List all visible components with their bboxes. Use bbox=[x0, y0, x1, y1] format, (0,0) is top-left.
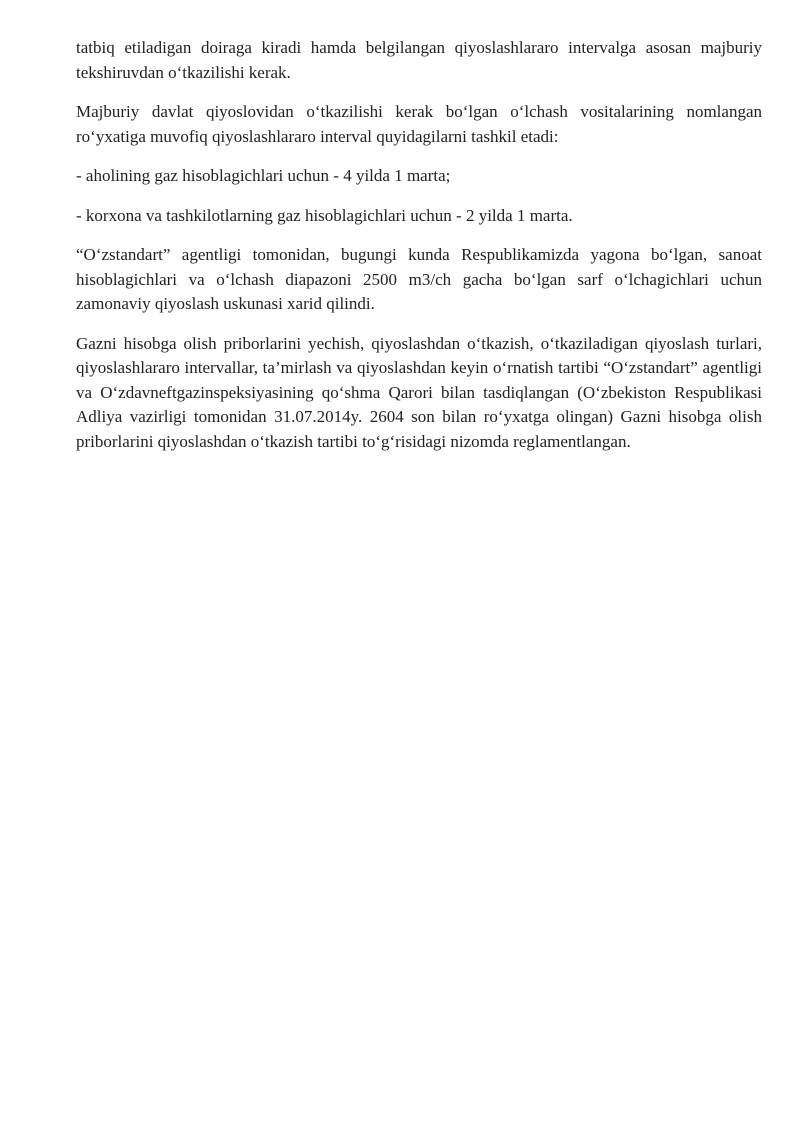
paragraph-regulation: Gazni hisobga olish priborlarini yechish, qiyoslashdan o‘tkazish, o‘tkaziladigan qiyoslash turlari, qiyoslashlararo intervallar, ta’mirlash va qiyoslashdan keyin o‘rnatish tartibi “O‘zstandart” agentligi va O‘zdavneftgazinspeksiyasining qo‘shma Qarori bilan tasdiqlangan (O‘zbekiston Respublikasi Adliya vazirligi tomonidan 31.07.2014y. 2604 son bilan ro‘yxatga olingan) Gazni hisobga olish priborlarini qiyoslashdan o‘tkazish tartibi to‘g‘risidagi nizomda reglamentlangan. bbox=[76, 333, 762, 451]
paragraph-equipment-purchase: “O‘zstandart” agentligi tomonidan, bugungi kunda Respublikamizda yagona bo‘lgan, sanoat hisoblagichlari va o‘lchash diapazoni 2500 m3/ch gacha bo‘lgan sarf o‘lchagichlari uchun zamonaviy qiyoslash uskunasi xarid qilindi. bbox=[76, 245, 762, 313]
paragraph-interval-intro: Majburiy davlat qiyoslovidan o‘tkazilishi kerak bo‘lgan o‘lchash vositalarining nomlangan ro‘yxatiga muvofiq qiyoslashlararo interval quyidagilarni tashkil etadi: bbox=[76, 102, 762, 146]
document-page bbox=[76, 36, 762, 469]
paragraph-inspection-scope: tatbiq etiladigan doiraga kiradi hamda belgilangan qiyoslashlararo intervalga asosan majburiy tekshiruvdan o‘tkazilishi kerak. bbox=[76, 38, 762, 82]
list-item-enterprise-meters: - korxona va tashkilotlarning gaz hisoblagichlari uchun - 2 yilda 1 marta. bbox=[76, 205, 573, 225]
list-item-household-meters: - aholining gaz hisoblagichlari uchun - 4 yilda 1 marta; bbox=[76, 166, 451, 185]
